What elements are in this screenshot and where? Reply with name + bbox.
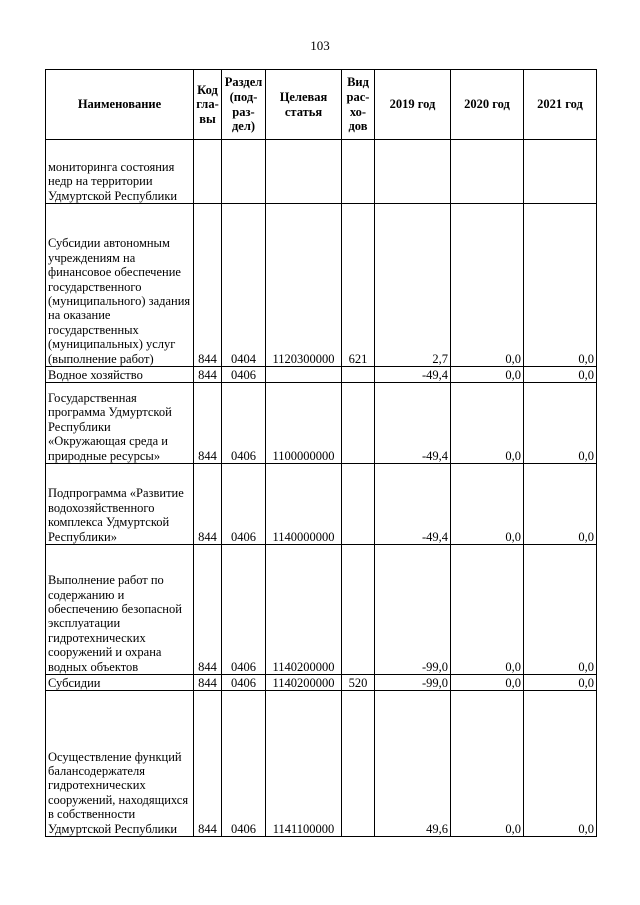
header-2020: 2020 год <box>451 70 524 140</box>
row-2019: -49,4 <box>375 367 451 383</box>
row-section <box>222 140 266 204</box>
row-chapter <box>194 140 222 204</box>
row-2019: -49,4 <box>375 383 451 464</box>
row-chapter: 844 <box>194 383 222 464</box>
table-row <box>46 675 597 691</box>
table-row <box>46 383 597 464</box>
row-chapter: 844 <box>194 691 222 837</box>
row-2019: -99,0 <box>375 675 451 691</box>
row-2021 <box>524 140 597 204</box>
row-target: 1140200000 <box>266 675 342 691</box>
row-section: 0406 <box>222 464 266 545</box>
row-2019: 2,7 <box>375 204 451 367</box>
row-2020: 0,0 <box>451 204 524 367</box>
row-name: Государственная программа Удмуртской Республики «Окружающая среда и природные ресурсы» <box>46 383 194 464</box>
row-target: 1140200000 <box>266 545 342 675</box>
table-row <box>46 140 597 204</box>
row-name: Выполнение работ по содержанию и обеспечению безопасной эксплуатации гидротехнических сооружений и охрана водных объектов <box>46 545 194 675</box>
row-2019: -99,0 <box>375 545 451 675</box>
row-2021: 0,0 <box>524 675 597 691</box>
row-name: Водное хозяйство <box>46 367 194 383</box>
row-2020: 0,0 <box>451 383 524 464</box>
row-name: Субсидии автономным учреждениям на финансовое обеспечение государственного (муниципального) задания на оказание государственных (муниципальных) услуг (выполнение работ) <box>46 204 194 367</box>
table-row <box>46 464 597 545</box>
page-number: 103 <box>310 38 330 53</box>
header-section: Раздел (под- раз- дел) <box>222 70 266 140</box>
row-2020: 0,0 <box>451 691 524 837</box>
row-2021: 0,0 <box>524 545 597 675</box>
row-name: Подпрограмма «Развитие водохозяйственного комплекса Удмуртской Республики» <box>46 464 194 545</box>
header-target-article: Целевая статья <box>266 70 342 140</box>
row-expense-type <box>342 545 375 675</box>
row-section: 0406 <box>222 367 266 383</box>
header-chapter-code: Код гла- вы <box>194 70 222 140</box>
row-target <box>266 140 342 204</box>
table-row <box>46 204 597 367</box>
row-target: 1120300000 <box>266 204 342 367</box>
row-2021: 0,0 <box>524 383 597 464</box>
row-chapter: 844 <box>194 545 222 675</box>
row-2019: -49,4 <box>375 464 451 545</box>
row-2020 <box>451 140 524 204</box>
row-expense-type <box>342 140 375 204</box>
table-header-row <box>46 70 597 140</box>
header-name: Наименование <box>46 70 194 140</box>
budget-table <box>45 69 597 837</box>
row-section: 0406 <box>222 545 266 675</box>
row-chapter: 844 <box>194 675 222 691</box>
row-expense-type <box>342 691 375 837</box>
row-2021: 0,0 <box>524 464 597 545</box>
row-name: мониторинга состояния недр на территории Удмуртской Республики <box>46 140 194 204</box>
row-target: 1140000000 <box>266 464 342 545</box>
row-chapter: 844 <box>194 367 222 383</box>
row-expense-type: 621 <box>342 204 375 367</box>
header-2021: 2021 год <box>524 70 597 140</box>
row-2020: 0,0 <box>451 367 524 383</box>
row-chapter: 844 <box>194 204 222 367</box>
table-row <box>46 545 597 675</box>
row-2021: 0,0 <box>524 204 597 367</box>
row-expense-type <box>342 464 375 545</box>
row-2020: 0,0 <box>451 464 524 545</box>
row-target: 1141100000 <box>266 691 342 837</box>
row-section: 0406 <box>222 383 266 464</box>
row-section: 0406 <box>222 691 266 837</box>
row-2020: 0,0 <box>451 675 524 691</box>
row-2021: 0,0 <box>524 367 597 383</box>
row-name: Субсидии <box>46 675 194 691</box>
row-section: 0406 <box>222 675 266 691</box>
row-section: 0404 <box>222 204 266 367</box>
row-expense-type <box>342 383 375 464</box>
row-2020: 0,0 <box>451 545 524 675</box>
row-expense-type <box>342 367 375 383</box>
table-row <box>46 367 597 383</box>
row-chapter: 844 <box>194 464 222 545</box>
row-2021: 0,0 <box>524 691 597 837</box>
header-2019: 2019 год <box>375 70 451 140</box>
header-expense-type: Вид рас- хо- дов <box>342 70 375 140</box>
row-expense-type: 520 <box>342 675 375 691</box>
row-target <box>266 367 342 383</box>
row-target: 1100000000 <box>266 383 342 464</box>
row-2019: 49,6 <box>375 691 451 837</box>
row-2019 <box>375 140 451 204</box>
table-row <box>46 691 597 837</box>
row-name: Осуществление функций балансодержателя гидротехнических сооружений, находящихся в собственности Удмуртской Республики <box>46 691 194 837</box>
